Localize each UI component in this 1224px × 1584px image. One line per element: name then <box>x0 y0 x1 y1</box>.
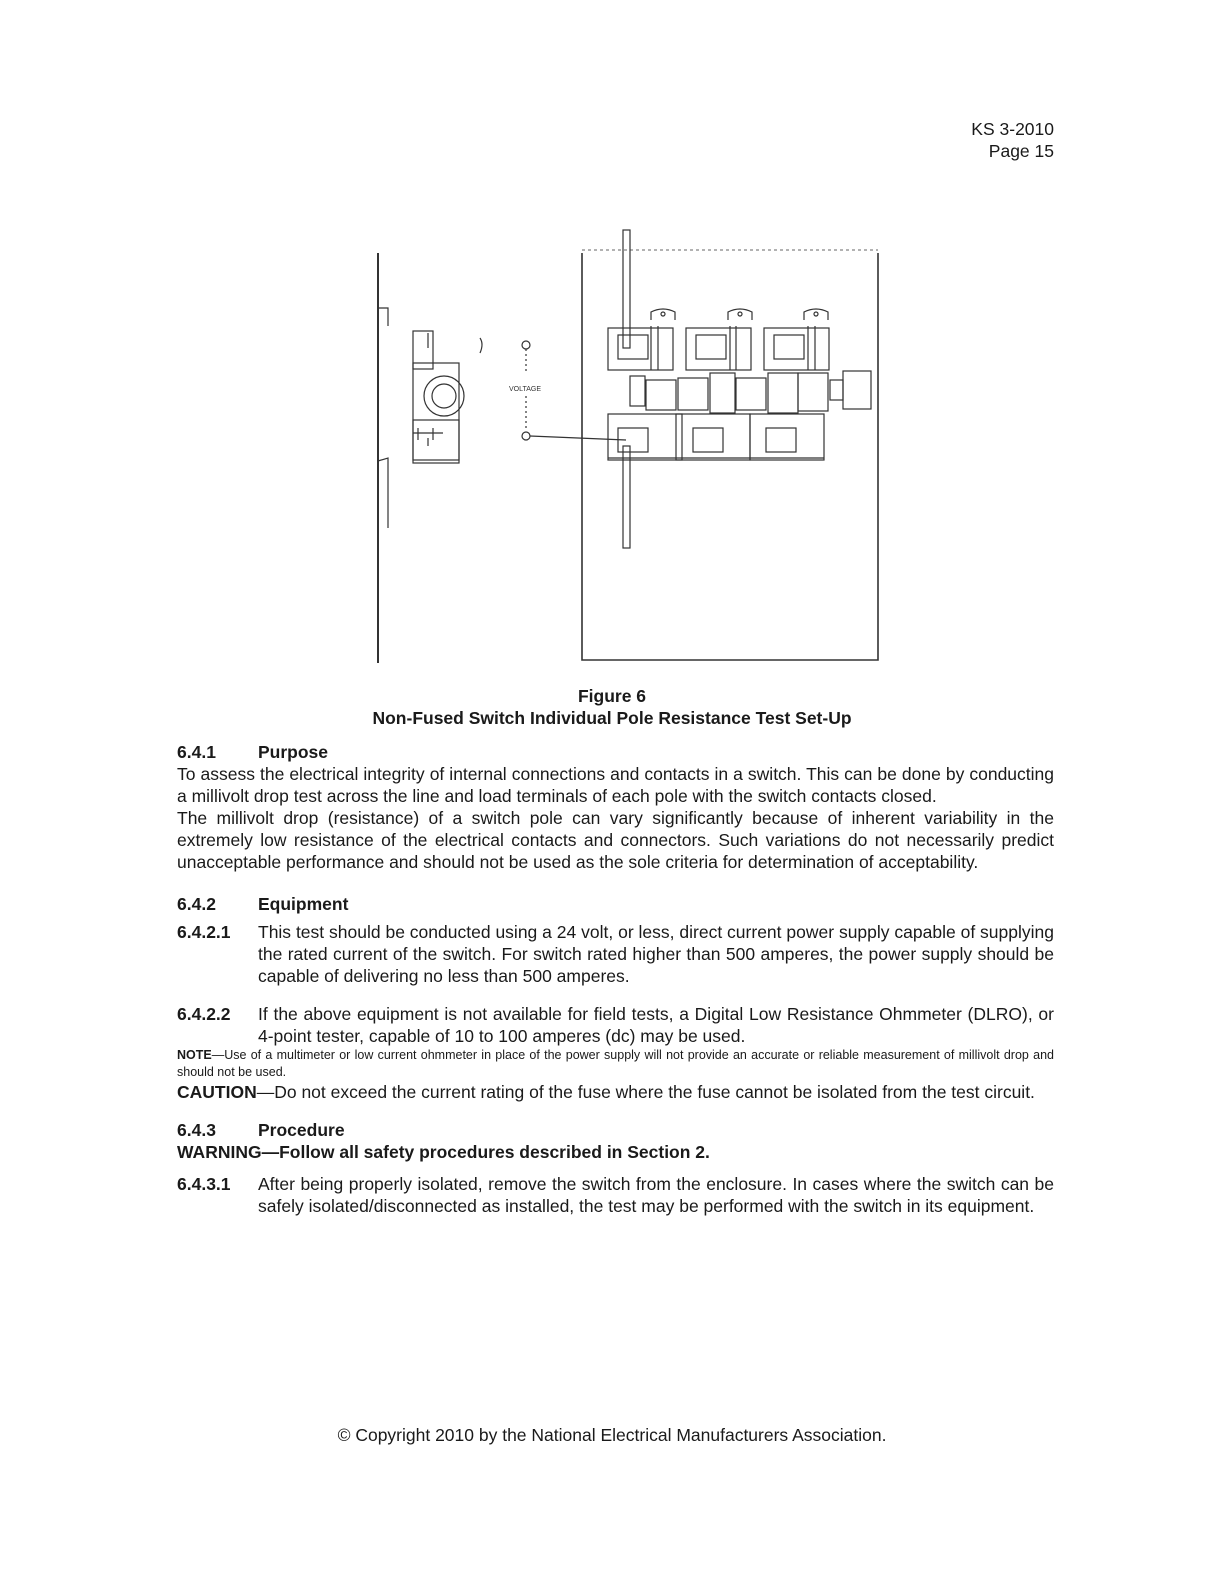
load-test-rod <box>623 446 630 548</box>
section-heading-purpose <box>177 741 1054 763</box>
switch-test-diagram <box>368 228 888 668</box>
pole2-tab <box>728 309 752 320</box>
section-title: Procedure <box>258 1120 345 1140</box>
copyright-footer: © Copyright 2010 by the National Electrical Manufacturers Association. <box>337 1425 887 1445</box>
shaft-cam-3 <box>768 373 798 413</box>
pole1-tab <box>651 309 675 320</box>
shaft-cam-2 <box>710 373 735 413</box>
item-number: 6.4.3.1 <box>177 1174 231 1194</box>
shaft-cam-1 <box>630 376 645 406</box>
figure-caption <box>0 685 1224 729</box>
item-number: 6.4.2.1 <box>177 922 231 942</box>
pole3-tab <box>804 309 828 320</box>
document-body <box>177 741 1054 1217</box>
enclosure-outline <box>582 253 878 660</box>
note <box>177 1047 1054 1081</box>
handle-detail <box>413 428 443 446</box>
handle-hub <box>424 376 464 416</box>
probe-top <box>522 341 530 349</box>
shaft-end <box>830 380 843 400</box>
numbered-item <box>177 1173 1054 1217</box>
panel-bracket-lower <box>378 458 388 528</box>
item-text: After being properly isolated, remove the switch from the enclosure. In cases where the switch can be safely isolated/disconnected as installed, the test may be performed with the switch in its equipment. <box>258 1174 1054 1216</box>
warning: WARNING—Follow all safety procedures described in Section 2. <box>177 1142 710 1162</box>
section-number: 6.4.1 <box>177 742 216 762</box>
section-title: Purpose <box>258 742 329 762</box>
pole3-tab-hole <box>814 312 818 316</box>
pole1-load-terminal <box>608 414 682 460</box>
caution-text: —Do not exceed the current rating of the fuse where the fuse cannot be isolated from the test circuit. <box>256 1082 1035 1102</box>
shaft-block-1 <box>646 380 676 410</box>
paragraph: The millivolt drop (resistance) of a switch pole can vary significantly because of inherent variability in the extremely low resistance of the electrical contacts and connectors. Such variations do not necessarily predict unacceptable performance and should not be used as the sole criteria for determination of acceptability. <box>177 808 1054 872</box>
pole3-load-terminal <box>750 414 824 460</box>
pole2-tab-hole <box>738 312 742 316</box>
page-header <box>971 118 1054 162</box>
pole2-load-terminal <box>676 414 750 460</box>
caution-label: CAUTION <box>177 1082 257 1102</box>
pole1-tab-hole <box>661 312 665 316</box>
terminal-lines <box>651 326 815 370</box>
item-text: This test should be conducted using a 24 volt, or less, direct current power supply capable of supplying the rated current of the switch. For switch rated higher than 500 amperes, the power supply should be capable of delivering no less than 500 amperes. <box>258 922 1054 986</box>
pole3-load-lug <box>766 428 796 452</box>
section-heading-procedure <box>177 1119 1054 1141</box>
shaft-block-2 <box>678 378 708 410</box>
figure-number: Figure 6 <box>577 686 647 706</box>
panel-bracket <box>378 308 388 326</box>
shaft-block-4 <box>798 373 828 411</box>
shaft-coupling <box>843 371 871 409</box>
section-heading-equipment <box>177 893 1054 915</box>
handle-base <box>413 420 459 460</box>
voltage-label: VOLTAGE <box>509 386 542 393</box>
pole2-line-lug <box>696 335 726 359</box>
numbered-item <box>177 1003 1054 1047</box>
section-number: 6.4.2 <box>177 894 216 914</box>
line-test-rod <box>623 230 630 348</box>
shaft-block-3 <box>736 378 766 410</box>
paragraph: To assess the electrical integrity of internal connections and contacts in a switch. This can be done by conducting a millivolt drop test across the line and load terminals of each pole with the switch contacts closed. <box>177 764 1054 806</box>
section-number: 6.4.3 <box>177 1120 216 1140</box>
note-text: —Use of a multimeter or low current ohmmeter in place of the power supply will not provide an accurate or reliable measurement of millivolt drop and should not be used. <box>177 1048 1054 1079</box>
probe-bottom <box>522 432 530 440</box>
document-id: KS 3-2010 <box>971 119 1054 139</box>
item-number: 6.4.2.2 <box>177 1004 231 1024</box>
item-text: If the above equipment is not available for field tests, a Digital Low Resistance Ohmmeter (DLRO), or 4-point tester, capable of 10 to 100 amperes (dc) may be used. <box>258 1004 1054 1046</box>
numbered-item <box>177 921 1054 987</box>
section-title: Equipment <box>258 894 349 914</box>
figure-title: Non-Fused Switch Individual Pole Resistance Test Set-Up <box>372 708 852 728</box>
page-number: Page 15 <box>988 141 1054 161</box>
handle-link <box>428 333 482 353</box>
handle-hub-inner <box>432 384 456 408</box>
caution <box>177 1081 1054 1103</box>
pole2-load-lug <box>693 428 723 452</box>
pole3-line-lug <box>774 335 804 359</box>
test-lead <box>530 436 626 440</box>
note-label: NOTE <box>177 1048 212 1062</box>
